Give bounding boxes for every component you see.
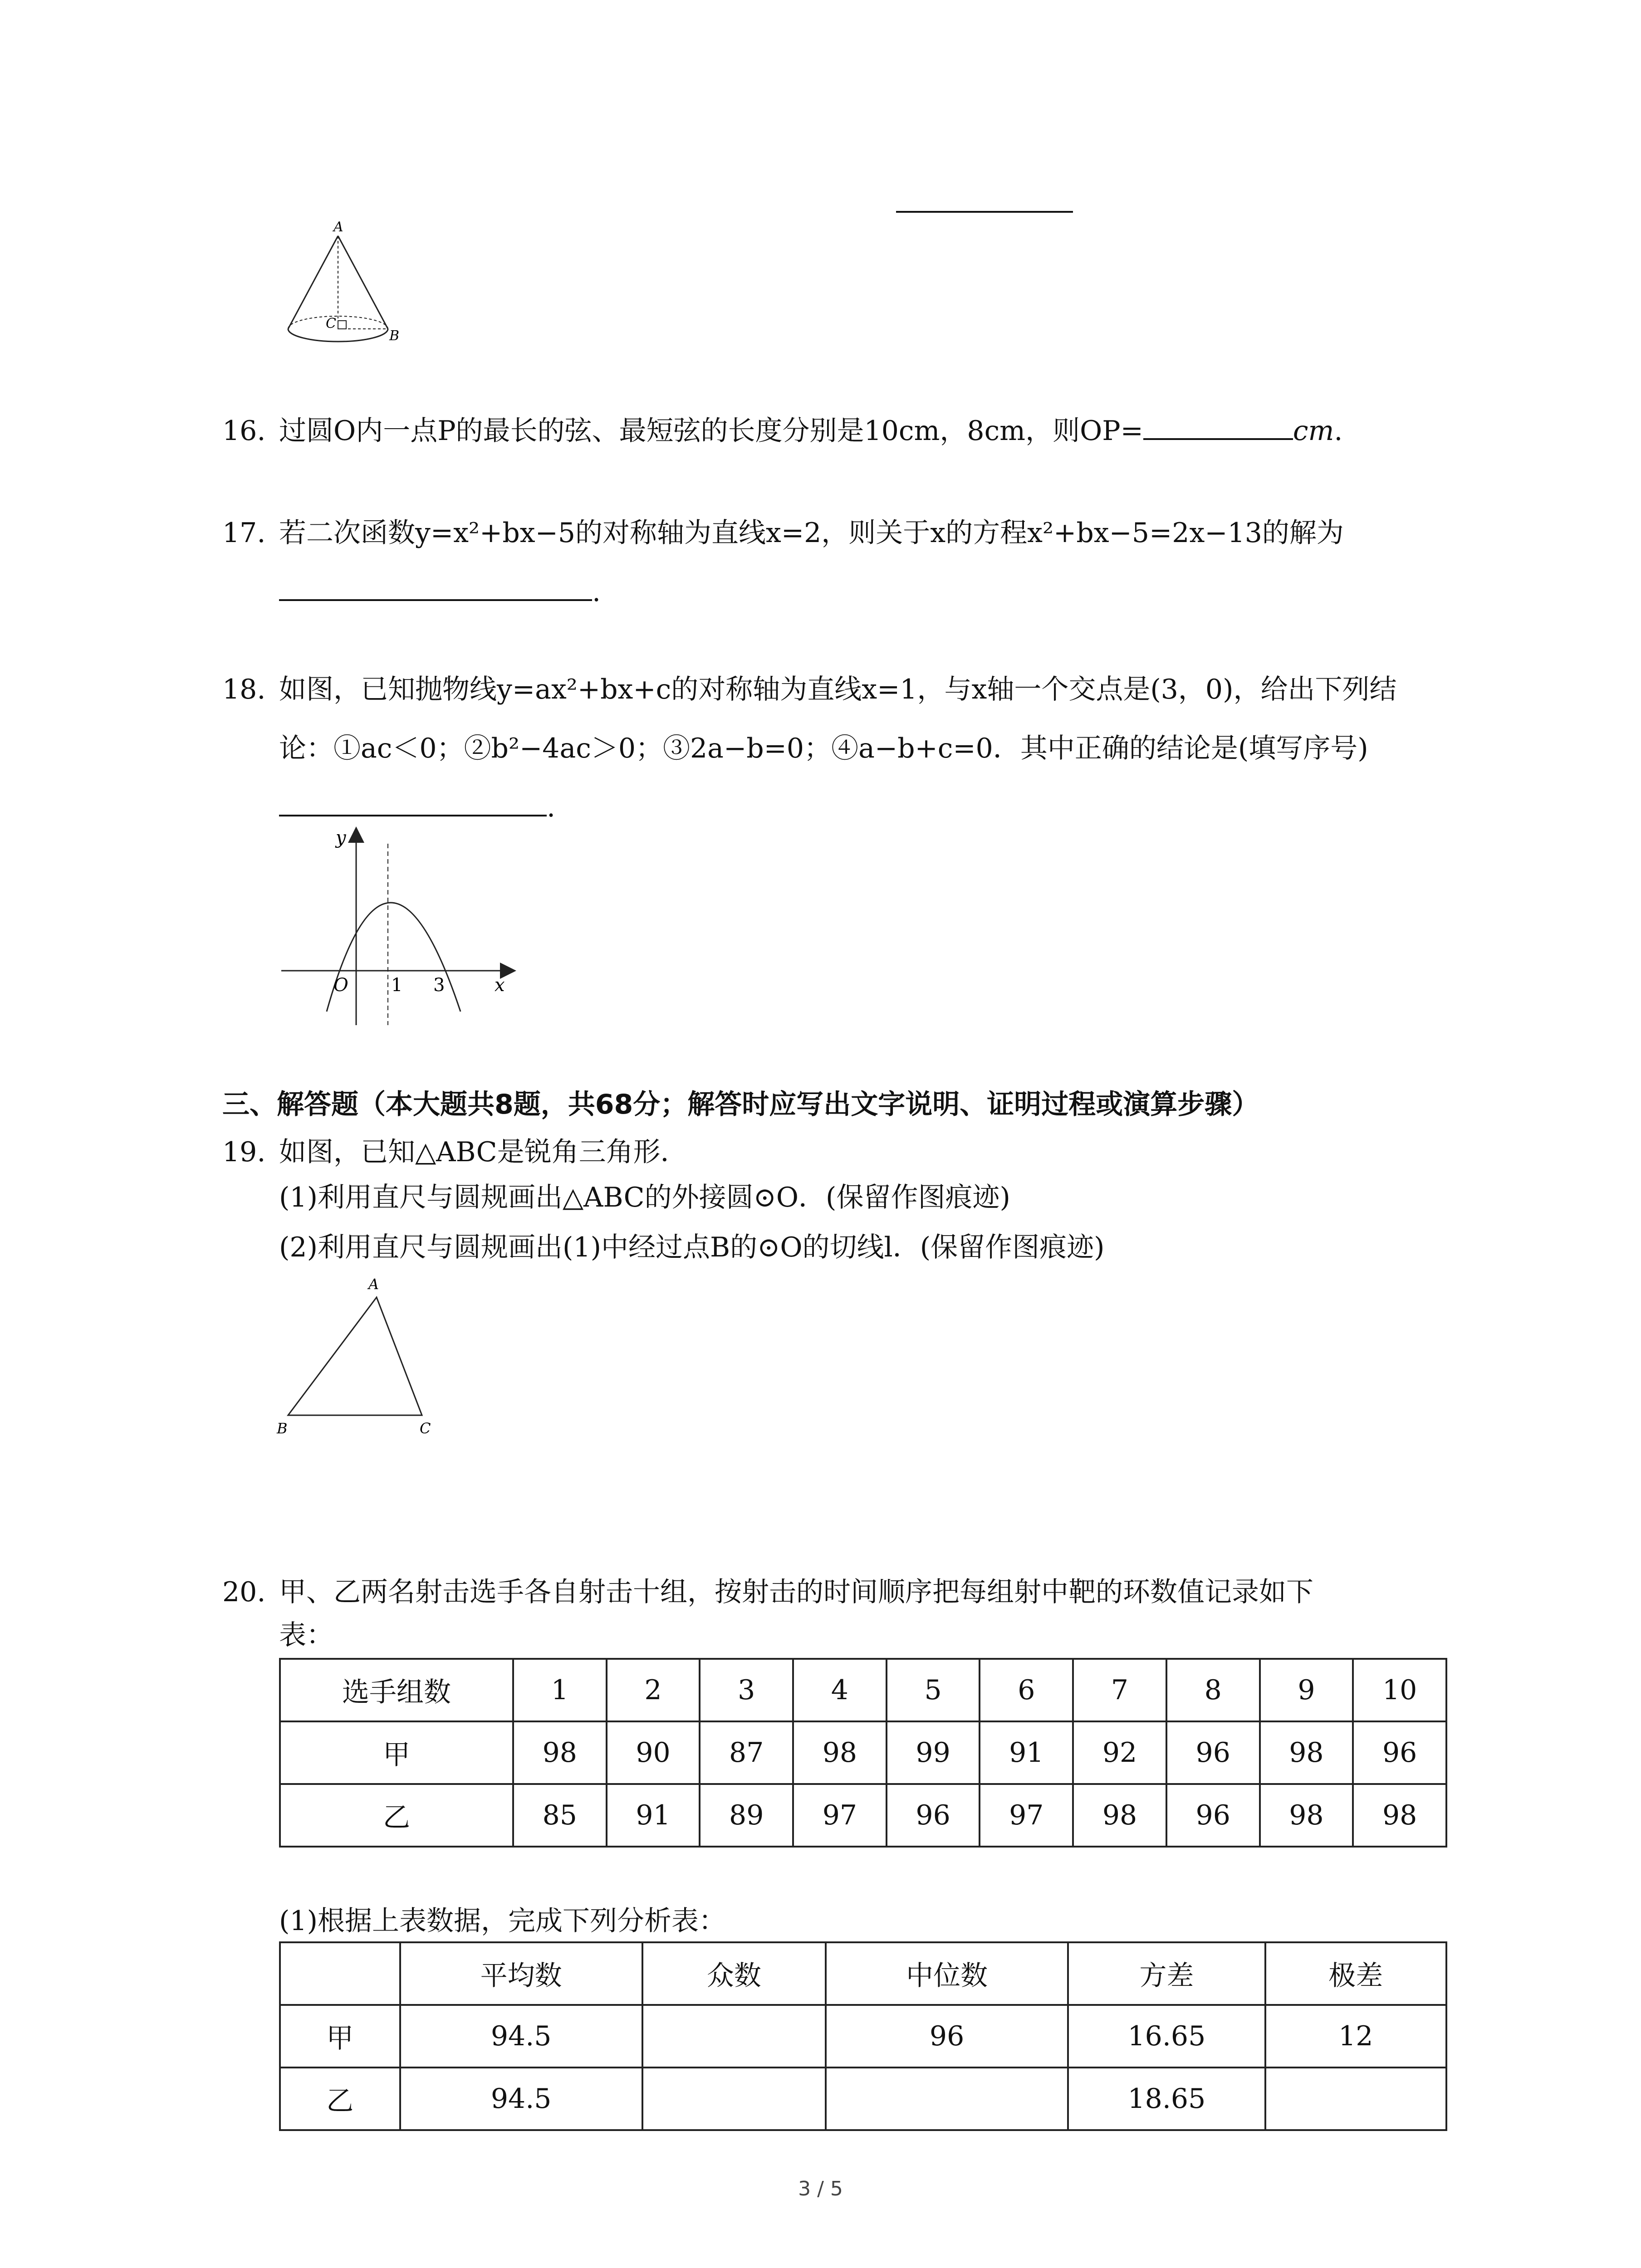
cone-figure [272, 213, 408, 356]
question-20 [222, 1574, 1313, 1610]
score-table [279, 1658, 1447, 1848]
axis-label-x: x [495, 975, 505, 996]
answer-blank-q15[interactable] [896, 211, 1073, 213]
table-cell: 87 [700, 1721, 793, 1784]
table-cell: 99 [887, 1721, 980, 1784]
table-cell [280, 1942, 400, 2005]
triangle-label-a: A [368, 1276, 379, 1293]
parabola-figure [272, 816, 526, 1036]
question-number: 17. [222, 517, 266, 549]
table-cell: 选手组数 [280, 1659, 513, 1721]
table-cell: 98 [1260, 1721, 1353, 1784]
table-cell: 96 [887, 1784, 980, 1847]
question-19-part2: (2)利用直尺与圆规画出(1)中经过点B的⊙O的切线l．(保留作图痕迹) [279, 1232, 1105, 1263]
table-cell: 众数 [642, 1942, 826, 2005]
question-17 [222, 515, 1344, 551]
table-cell: 91 [980, 1721, 1073, 1784]
tick-label-3: 3 [433, 975, 445, 996]
table-cell: 甲 [280, 1721, 513, 1784]
question-number: 19. [222, 1136, 266, 1168]
question-17-answer-line [279, 574, 601, 610]
table-cell: 9 [1260, 1659, 1353, 1721]
table-cell-blank[interactable] [642, 2068, 826, 2130]
cone-label-a: A [333, 219, 343, 235]
table-header-row [280, 1659, 1446, 1721]
section-3-heading: 三、解答题（本大题共8题，共68分；解答时应写出文字说明、证明过程或演算步骤） [222, 1089, 1259, 1120]
table-cell: 98 [1073, 1784, 1166, 1847]
question-20-part1: (1)根据上表数据，完成下列分析表： [279, 1905, 726, 1937]
table-cell: 85 [513, 1784, 607, 1847]
table-cell: 6 [980, 1659, 1073, 1721]
triangle-label-b: B [277, 1420, 288, 1437]
table-cell: 91 [607, 1784, 700, 1847]
table-cell: 8 [1166, 1659, 1260, 1721]
answer-blank[interactable] [1143, 434, 1293, 440]
question-19-part1: (1)利用直尺与圆规画出△ABC的外接圆⊙O．(保留作图痕迹) [279, 1182, 1010, 1213]
period: . [547, 792, 556, 823]
question-text: 如图，已知△ABC是锐角三角形． [279, 1136, 688, 1168]
table-cell: 94.5 [400, 2005, 642, 2068]
table-row [280, 2068, 1446, 2130]
table-cell: 18.65 [1068, 2068, 1265, 2130]
table-cell: 7 [1073, 1659, 1166, 1721]
table-cell: 97 [793, 1784, 887, 1847]
table-cell: 方差 [1068, 1942, 1265, 2005]
page-number: 3 / 5 [798, 2177, 843, 2200]
cone-label-c: C [326, 316, 336, 332]
question-19 [222, 1134, 688, 1170]
table-cell: 2 [607, 1659, 700, 1721]
table-cell-blank[interactable] [826, 2068, 1068, 2130]
table-cell: 1 [513, 1659, 607, 1721]
table-cell: 5 [887, 1659, 980, 1721]
table-cell: 94.5 [400, 2068, 642, 2130]
period: . [1334, 415, 1343, 447]
question-text: 若二次函数y=x²+bx−5的对称轴为直线x=2，则关于x的方程x²+bx−5=2x−13的解为 [279, 517, 1344, 549]
table-cell: 90 [607, 1721, 700, 1784]
question-number: 18. [222, 674, 266, 705]
origin-label: O [333, 975, 348, 996]
table-cell: 96 [1353, 1721, 1446, 1784]
question-text: 甲、乙两名射击选手各自射击十组，按射击的时间顺序把每组射中靶的环数值记录如下 [279, 1576, 1313, 1608]
table-row [280, 1721, 1446, 1784]
table-cell: 3 [700, 1659, 793, 1721]
table-row [280, 2005, 1446, 2068]
table-cell: 乙 [280, 2068, 400, 2130]
table-cell: 96 [1166, 1784, 1260, 1847]
cone-label-b: B [389, 328, 400, 344]
table-cell: 极差 [1265, 1942, 1446, 2005]
answer-blank[interactable] [279, 595, 592, 601]
triangle-label-c: C [420, 1420, 431, 1437]
answer-blank[interactable] [279, 810, 547, 816]
table-cell: 乙 [280, 1784, 513, 1847]
axis-label-y: y [336, 827, 346, 848]
table-cell: 98 [513, 1721, 607, 1784]
question-text: 如图，已知抛物线y=ax²+bx+c的对称轴为直线x=1，与x轴一个交点是(3，0)，给出下列结 [279, 674, 1397, 705]
triangle-figure [268, 1270, 449, 1444]
question-unit: cm [1293, 415, 1334, 447]
period: . [592, 576, 601, 608]
table-cell: 98 [1260, 1784, 1353, 1847]
table-cell: 平均数 [400, 1942, 642, 2005]
table-cell: 97 [980, 1784, 1073, 1847]
question-text: 过圆O内一点P的最长的弦、最短弦的长度分别是10cm，8cm，则OP= [279, 415, 1143, 447]
table-header-row [280, 1942, 1446, 2005]
question-number: 20. [222, 1576, 266, 1608]
question-number: 16. [222, 415, 266, 447]
table-cell: 10 [1353, 1659, 1446, 1721]
table-cell-blank[interactable] [1265, 2068, 1446, 2130]
table-cell: 12 [1265, 2005, 1446, 2068]
table-cell: 中位数 [826, 1942, 1068, 2005]
table-cell: 98 [1353, 1784, 1446, 1847]
table-cell: 92 [1073, 1721, 1166, 1784]
table-cell: 98 [793, 1721, 887, 1784]
question-18 [222, 671, 1397, 708]
analysis-table [279, 1941, 1447, 2131]
table-row [280, 1784, 1446, 1847]
table-cell: 96 [826, 2005, 1068, 2068]
table-cell: 89 [700, 1784, 793, 1847]
question-16 [222, 413, 1343, 449]
table-cell: 96 [1166, 1721, 1260, 1784]
table-cell: 甲 [280, 2005, 400, 2068]
table-cell: 16.65 [1068, 2005, 1265, 2068]
question-20-line2: 表： [279, 1619, 333, 1651]
table-cell-blank[interactable] [642, 2005, 826, 2068]
table-cell: 4 [793, 1659, 887, 1721]
tick-label-1: 1 [391, 975, 403, 996]
question-18-line2: 论：①ac＜0；②b²−4ac＞0；③2a−b=0；④a−b+c=0．其中正确的结论是(填写序号) [279, 733, 1368, 764]
